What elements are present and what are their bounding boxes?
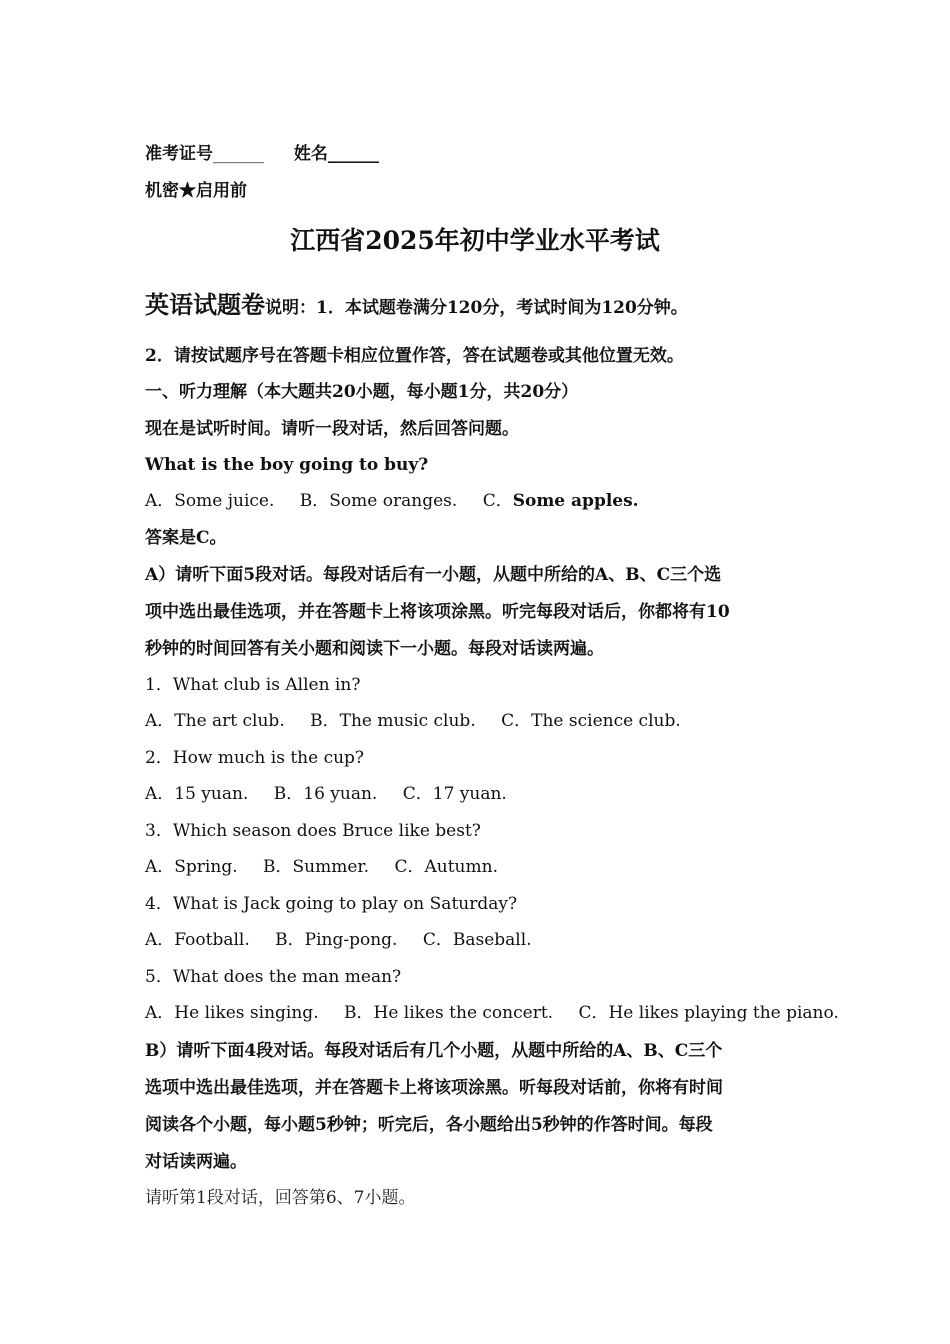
partB-line-1: B）请听下面4段对话。每段对话后有几个小题，从题中所给的A、B、C三个 xyxy=(145,1041,723,1061)
question-3: 3．Which season does Bruce like best? xyxy=(145,821,481,841)
q3-option-c: C．Autumn. xyxy=(394,857,498,877)
question-4: 4．What is Jack going to play on Saturday? xyxy=(145,894,518,914)
q2-option-a: A．15 yuan. xyxy=(145,784,249,804)
q3-option-a: A．Spring. xyxy=(145,857,238,877)
partA-line-3: 秒钟的时间回答有关小题和阅读下一小题。每段对话读两遍。 xyxy=(145,639,604,659)
q4-option-c: C．Baseball. xyxy=(422,930,532,950)
admission-blank: ______ xyxy=(213,144,264,164)
q5-option-b: B．He likes the concert. xyxy=(344,1003,554,1023)
partA-line-1: A）请听下面5段对话。每段对话后有一小题，从题中所给的A、B、C三个选 xyxy=(145,565,722,585)
q2-option-c: C．17 yuan. xyxy=(402,784,507,804)
trial-intro: 现在是试听时间。请听一段对话，然后回答问题。 xyxy=(145,419,519,439)
trial-option-a: A．Some juice. xyxy=(145,491,275,511)
q5-option-a: A．He likes singing. xyxy=(145,1003,319,1023)
partB-line-3: 阅读各个小题，每小题5秒钟；听完后，各小题给出5秒钟的作答时间。每段 xyxy=(145,1115,713,1135)
exam-title: 江西省2025年初中学业水平考试 xyxy=(290,226,660,255)
q1-option-c: C．The science club. xyxy=(501,711,681,731)
question-5-options xyxy=(145,1002,839,1024)
admission-label: 准考证号 xyxy=(145,144,213,164)
question-5: 5．What does the man mean? xyxy=(145,967,402,987)
question-1-options xyxy=(145,710,681,732)
subject-note2: 2．请按试题序号在答题卡相应位置作答，答在试题卷或其他位置无效。 xyxy=(145,346,684,366)
q4-option-b: B．Ping-pong. xyxy=(275,930,398,950)
name-blank: ______ xyxy=(327,144,379,164)
question-1: 1．What club is Allen in? xyxy=(145,675,361,695)
question-2-options xyxy=(145,783,507,805)
q1-option-b: B．The music club. xyxy=(310,711,476,731)
secret-mark: 机密★启用前 xyxy=(145,181,247,201)
name-label: 姓名 xyxy=(293,144,328,164)
q3-option-b: B．Summer. xyxy=(263,857,370,877)
question-3-options xyxy=(145,856,498,878)
dialog1-intro: 请听第1段对话，回答第6、7小题。 xyxy=(145,1188,416,1208)
trial-option-c: C． xyxy=(482,491,513,511)
trial-correct-option: Some apples. xyxy=(512,491,639,511)
trial-options xyxy=(145,490,639,512)
section1-heading: 一、听力理解（本大题共20小题，每小题1分，共20分） xyxy=(145,382,579,402)
subject-name: 英语试题卷 xyxy=(145,290,265,319)
q2-option-b: B．16 yuan. xyxy=(273,784,378,804)
question-2: 2．How much is the cup? xyxy=(145,748,365,768)
question-4-options xyxy=(145,929,532,951)
partA-line-2: 项中选出最佳选项，并在答题卡上将该项涂黑。听完每段对话后，你都将有10 xyxy=(145,602,730,622)
q5-option-c: C．He likes playing the piano. xyxy=(578,1003,839,1023)
partB-line-4: 对话读两遍。 xyxy=(145,1152,247,1172)
subject-line xyxy=(145,290,688,323)
q1-option-a: A．The art club. xyxy=(145,711,285,731)
q4-option-a: A．Football. xyxy=(145,930,250,950)
subject-note1: 说明：1．本试题卷满分120分，考试时间为120分钟。 xyxy=(265,298,688,318)
partB-line-2: 选项中选出最佳选项，并在答题卡上将该项涂黑。听每段对话前，你将有时间 xyxy=(145,1078,723,1098)
header-line xyxy=(145,143,379,165)
trial-question: What is the boy going to buy? xyxy=(145,455,429,475)
trial-answer: 答案是C。 xyxy=(145,528,227,548)
trial-option-b: B．Some oranges. xyxy=(299,491,458,511)
